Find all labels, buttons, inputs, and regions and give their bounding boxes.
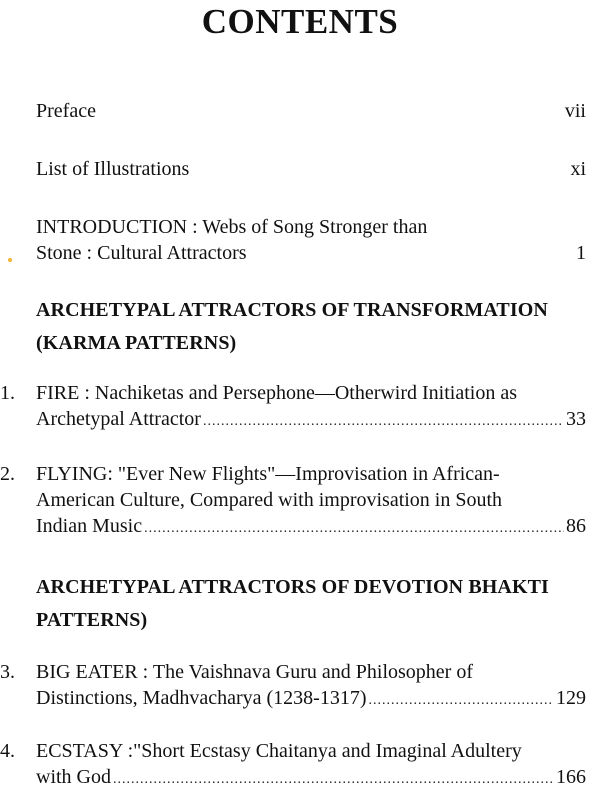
chapter-number: 2. — [0, 463, 15, 485]
part-heading-transformation — [36, 294, 588, 360]
chapter-title-line: BIG EATER : The Vaishnava Guru and Philosopher of — [36, 661, 473, 683]
chapter-leader-line — [36, 764, 586, 793]
toc-page-number: 166 — [556, 766, 586, 788]
chapter-title-line: ECSTASY :"Short Ecstasy Chaitanya and Imaginal Adultery — [36, 740, 522, 762]
margin-dot-mark — [8, 258, 12, 262]
toc-chapter-2[interactable] — [0, 461, 586, 542]
toc-entry-label: List of Illustrations — [36, 158, 190, 180]
toc-entry-list-of-illustrations[interactable] — [36, 156, 586, 182]
dot-leader — [144, 516, 564, 542]
toc-page-number: 33 — [566, 408, 586, 430]
toc-entry-line — [36, 240, 586, 266]
chapter-number: 1. — [0, 382, 15, 404]
toc-chapter-4[interactable] — [0, 738, 586, 793]
chapter-leader-line — [36, 513, 586, 542]
chapter-number: 3. — [0, 661, 15, 683]
dot-leader — [203, 409, 564, 435]
toc-page-number: xi — [570, 158, 586, 180]
part-heading-line: (KARMA PATTERNS) — [36, 332, 237, 354]
chapter-title-line: Distinctions, Madhvacharya (1238-1317) — [36, 687, 367, 709]
part-heading-line: PATTERNS) — [36, 609, 148, 631]
chapter-title-line: FIRE : Nachiketas and Persephone—Otherwird Initiation as — [36, 382, 517, 404]
dot-leader — [368, 688, 554, 714]
chapter-leader-line — [36, 685, 586, 714]
toc-entry-label: Preface — [36, 100, 96, 122]
chapter-title-line: Indian Music — [36, 515, 143, 537]
toc-page-number: 86 — [566, 515, 586, 537]
chapter-title-line: American Culture, Compared with improvisation in South — [36, 489, 503, 511]
toc-page-number: 129 — [556, 687, 586, 709]
page-title: CONTENTS — [201, 2, 399, 41]
toc-page-number: vii — [564, 100, 586, 122]
chapter-number: 4. — [0, 740, 15, 762]
toc-entry-label: Stone : Cultural Attractors — [36, 242, 247, 264]
toc-entry-introduction[interactable] — [36, 214, 586, 266]
part-heading-devotion — [36, 571, 588, 637]
toc-entry-line: INTRODUCTION : Webs of Song Stronger than — [36, 216, 428, 238]
part-heading-line: ARCHETYPAL ATTRACTORS OF TRANSFORMATION — [36, 299, 548, 321]
chapter-leader-line — [36, 406, 586, 435]
toc-chapter-3[interactable] — [0, 659, 586, 714]
dot-leader — [113, 767, 554, 793]
toc-entry-preface[interactable] — [36, 98, 586, 124]
part-heading-line: ARCHETYPAL ATTRACTORS OF DEVOTION BHAKTI — [36, 576, 549, 598]
toc-page-number: 1 — [576, 242, 586, 264]
chapter-title-line: FLYING: "Ever New Flights"—Improvisation in African- — [36, 463, 500, 485]
chapter-title-line: with God — [36, 766, 111, 788]
toc-chapter-1[interactable] — [0, 380, 586, 435]
chapter-title-line: Archetypal Attractor — [36, 408, 201, 430]
